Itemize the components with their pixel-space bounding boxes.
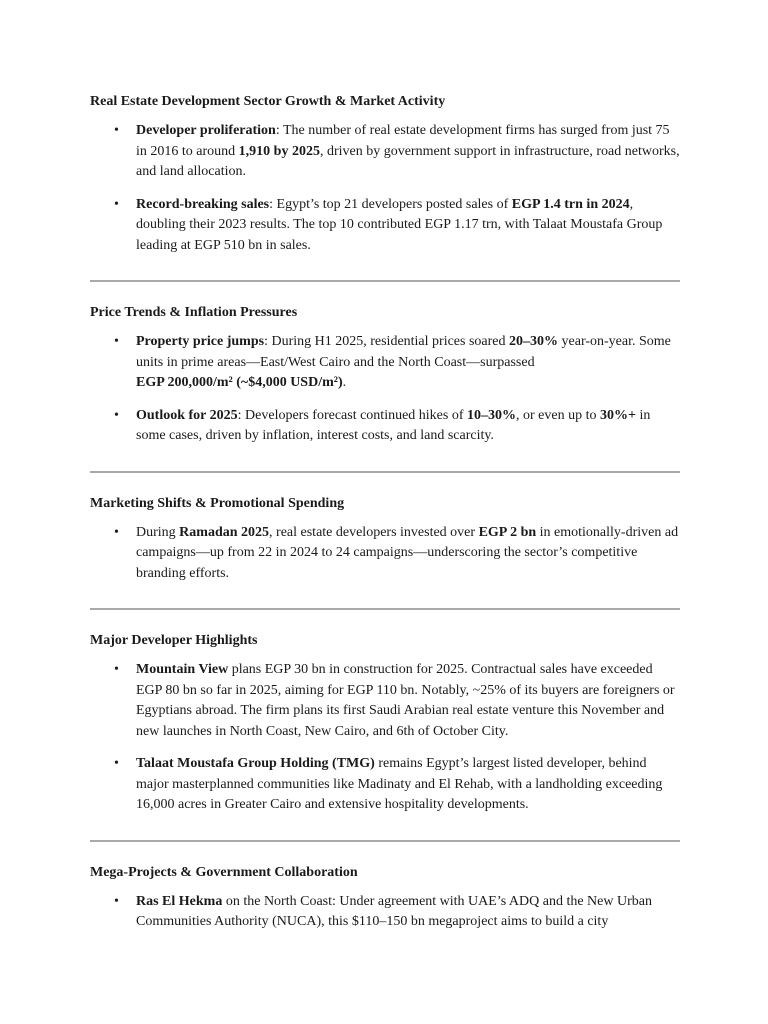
bullet-tmg bbox=[136, 754, 680, 816]
bold-text: Property price jumps bbox=[136, 334, 265, 349]
section-divider bbox=[90, 471, 680, 473]
bullet-record-sales bbox=[136, 195, 680, 257]
section-divider bbox=[90, 608, 680, 610]
body-text: year-on-year. Some units in prime areas—East/West Cairo and the North Coast—surpassed bbox=[136, 334, 671, 370]
bold-text: Talaat Moustafa Group Holding (TMG) bbox=[136, 756, 375, 771]
body-text: : Developers forecast continued hikes of bbox=[237, 407, 468, 423]
section-mega-projects bbox=[90, 864, 680, 933]
body-text: on the North Coast: Under agreement with UAE’s ADQ and the New Urban Communities Authority (NUCA), this $110–150 bn megaproject aims to build a city bbox=[136, 893, 652, 929]
body-text: . bbox=[342, 375, 347, 390]
bullet-ramadan-campaigns bbox=[136, 523, 680, 585]
body-text: , real estate developers invested over bbox=[269, 524, 479, 540]
body-text: : Egypt’s top 21 developers posted sales of bbox=[269, 196, 512, 212]
bold-text: 10–30% bbox=[467, 407, 517, 423]
section-divider bbox=[90, 280, 680, 282]
bullet-outlook-2025 bbox=[136, 406, 680, 447]
bullet-list bbox=[90, 332, 680, 447]
section-marketing bbox=[90, 495, 680, 585]
body-text: , or even up to bbox=[516, 407, 600, 423]
body-text: , driven by government support in infrastructure, road networks, and land allocation. bbox=[136, 143, 680, 179]
bold-text: Ramadan 2025 bbox=[179, 524, 270, 540]
body-text: : During H1 2025, residential prices soared bbox=[264, 334, 510, 349]
body-text: , doubling their 2023 results. The top 10 contributed EGP 1.17 trn, with Talaat Moustafa Group leading at EGP 510 bn in sales. bbox=[136, 196, 663, 253]
section-heading: Major Developer Highlights bbox=[90, 633, 258, 648]
bullet-list bbox=[90, 523, 680, 585]
body-text: in emotionally-driven ad campaigns—up from 22 in 2024 to 24 campaigns—underscoring the sector’s competitive branding efforts. bbox=[136, 524, 679, 581]
section-price-trends bbox=[90, 304, 680, 447]
bold-text: EGP 2 bn bbox=[478, 524, 537, 540]
section-sector-growth bbox=[90, 93, 680, 256]
bold-text: EGP 200,000/m² (~$4,000 USD/m²) bbox=[136, 375, 343, 390]
bullet-list bbox=[90, 892, 680, 933]
bullet-list bbox=[90, 121, 680, 256]
bullet-list bbox=[90, 660, 680, 816]
section-heading: Marketing Shifts & Promotional Spending bbox=[90, 495, 345, 511]
section-heading: Real Estate Development Sector Growth & Market Activity bbox=[90, 94, 446, 109]
bold-text: Record-breaking sales bbox=[136, 196, 270, 212]
body-text: : The number of real estate development firms has surged from just 75 in 2016 to around bbox=[136, 123, 670, 159]
bullet-ras-el-hekma bbox=[136, 892, 680, 933]
body-text: in some cases, driven by inflation, interest costs, and land scarcity. bbox=[136, 407, 651, 443]
body-text: During bbox=[136, 524, 180, 540]
section-developer-highlights bbox=[90, 632, 680, 816]
bullet-mountain-view bbox=[136, 660, 680, 742]
section-divider bbox=[90, 840, 680, 842]
bold-text: Ras El Hekma bbox=[136, 893, 223, 909]
bold-text: 30%+ bbox=[600, 407, 636, 423]
bold-text: Outlook for 2025 bbox=[136, 407, 238, 423]
body-text: plans EGP 30 bn in construction for 2025. Contractual sales have exceeded EGP 80 bn so far in 2025, aiming for EGP 110 bn. Notably, ~25% of its buyers are foreigners or Egyptians abroad. The firm plans its first Saudi Arabian real estate venture this November and new launches in North Coast, New Cairo, and 6th of October City. bbox=[136, 662, 675, 739]
section-heading: Mega-Projects & Government Collaboration bbox=[90, 864, 358, 880]
bold-text: Mountain View bbox=[136, 662, 229, 677]
bullet-developer-proliferation bbox=[136, 121, 680, 183]
bold-text: Developer proliferation bbox=[136, 123, 276, 138]
bold-text: 20–30% bbox=[509, 334, 559, 349]
body-text: remains Egypt’s largest listed developer, behind major masterplanned communities like Madinaty and El Rehab, with a landholding exceeding 16,000 acres in Greater Cairo and extensive hospitality developments. bbox=[136, 756, 663, 812]
bullet-price-jumps bbox=[136, 332, 680, 394]
bold-text: EGP 1.4 trn in 2024 bbox=[511, 196, 630, 212]
bold-text: 1,910 by 2025 bbox=[238, 143, 320, 159]
section-heading: Price Trends & Inflation Pressures bbox=[90, 305, 298, 320]
